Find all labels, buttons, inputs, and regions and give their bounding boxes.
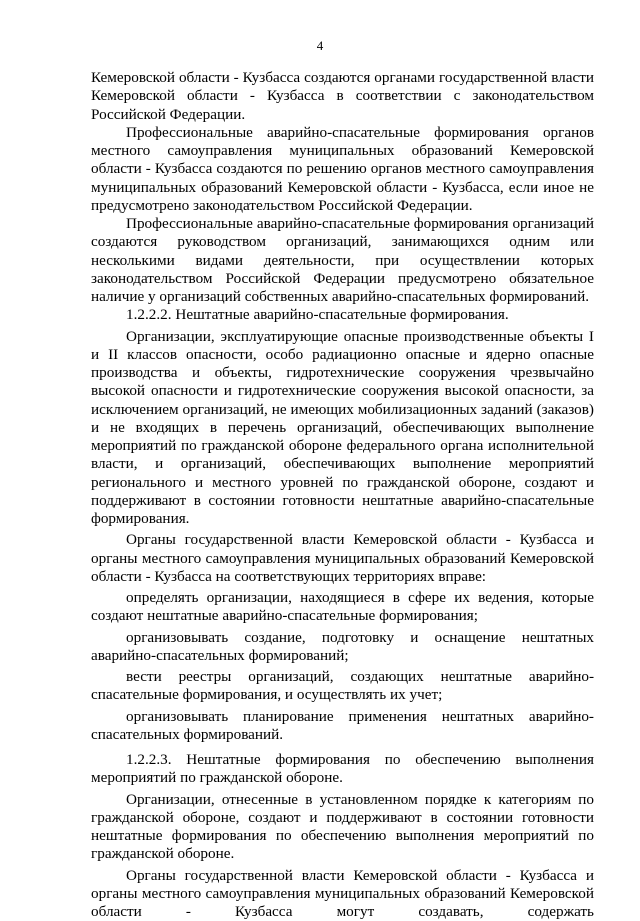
paragraph: Организации, отнесенные в установленном порядке к категориям по гражданской обороне, создают и поддерживают в состоянии готовности нештатные формирования по обеспечению выполнения мероприятий по гражданской обороне. [91, 791, 594, 864]
paragraph: Кемеровской области - Кузбасса создаются органами государственной власти Кемеровской области - Кузбасса в соответствии с законодательством Российской Федерации. [91, 69, 594, 124]
list-item: определять организации, находящиеся в сфере их ведения, которые создают нештатные аварийно-спасательные формирования; [91, 589, 594, 626]
section-heading: 1.2.2.3. Нештатные формирования по обеспечению выполнения мероприятий по гражданской обороне. [91, 751, 594, 788]
section-heading: 1.2.2.2. Нештатные аварийно-спасательные формирования. [91, 306, 594, 324]
list-item: вести реестры организаций, создающих нештатные аварийно-спасательные формирования, и осуществлять их учет; [91, 668, 594, 705]
paragraph: Органы государственной власти Кемеровской области - Кузбасса и органы местного самоуправления муниципальных образований Кемеровской области - Кузбасса могут создавать, содержать [91, 867, 594, 921]
paragraph: Организации, эксплуатирующие опасные производственные объекты I и II классов опасности, особо радиационно опасные и ядерно опасные производства и объекты, гидротехнические сооружения чрезвычайно высокой опасности и гидротехнические сооружения высокой опасности, за исключением организаций, не имеющих мобилизационных заданий (заказов) и не входящих в перечень организаций, обеспечивающих выполнение мероприятий по гражданской обороне федерального органа исполнительной власти, и организаций, обеспечивающих выполнение мероприятий регионального и местного уровней по гражданской обороне, создают и поддерживают в состоянии готовности нештатные аварийно-спасательные формирования. [91, 328, 594, 529]
list-item: организовывать планирование применения нештатных аварийно-спасательных формирований. [91, 708, 594, 745]
list-item: организовывать создание, подготовку и оснащение нештатных аварийно-спасательных формирований; [91, 629, 594, 666]
paragraph: Органы государственной власти Кемеровской области - Кузбасса и органы местного самоуправления муниципальных образований Кемеровской области - Кузбасса на соответствующих территориях вправе: [91, 531, 594, 586]
paragraph: Профессиональные аварийно-спасательные формирования организаций создаются руководством организаций, занимающихся одним или несколькими видами деятельности, при осуществлении которых законодательством Российской Федерации предусмотрено обязательное наличие у организаций собственных аварийно-спасательных формирований. [91, 215, 594, 306]
paragraph: Профессиональные аварийно-спасательные формирования органов местного самоуправления муниципальных образований Кемеровской области - Кузбасса создаются по решению органов местного самоуправления муниципальных образований Кемеровской области - Кузбасса, если иное не предусмотрено законодательством Российской Федерации. [91, 124, 594, 215]
document-body [91, 69, 594, 921]
page-number: 4 [0, 38, 640, 54]
